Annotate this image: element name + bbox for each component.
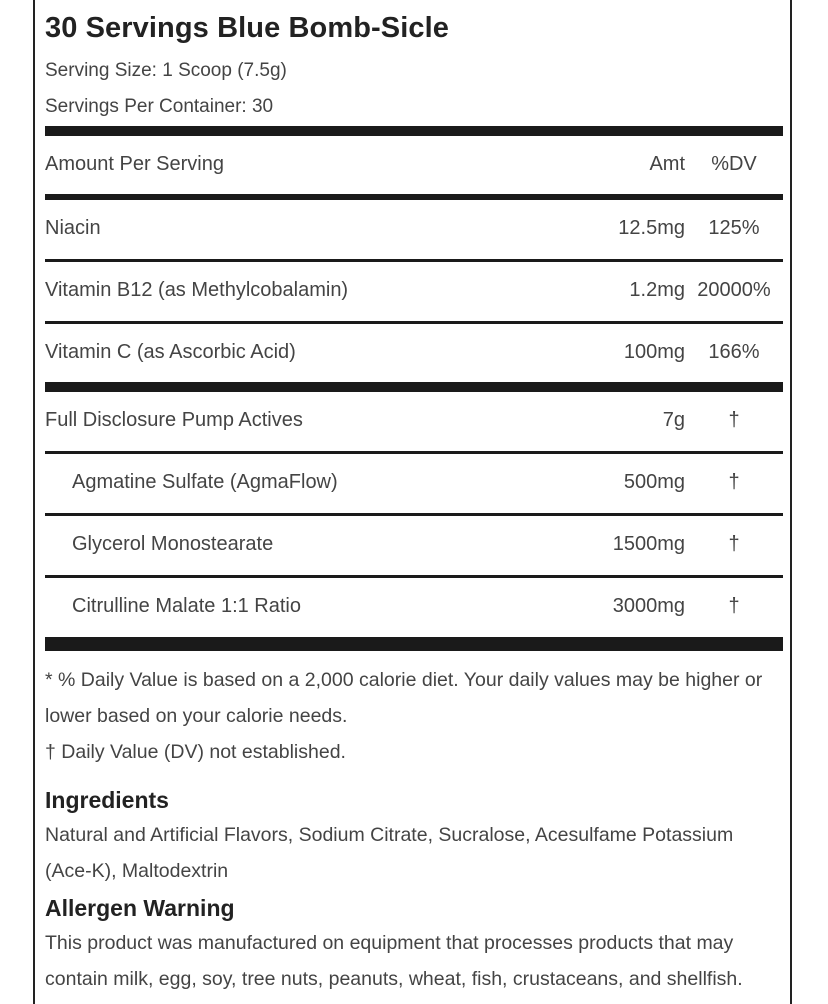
dv-column-header: %DV [711,153,757,175]
nutrient-name: Vitamin C (as Ascorbic Acid) [45,341,296,363]
nutrient-name: Niacin [45,217,101,239]
blend-name: Full Disclosure Pump Actives [45,409,303,431]
thick-divider [45,637,783,651]
blend-ingredient-name: Glycerol Monostearate [72,533,274,555]
dv-not-established-footnote: † Daily Value (DV) not established. [45,741,346,763]
nutrient-amount: 1.2mg [629,279,685,301]
blend-amount: 7g [662,409,685,431]
blend-dv: † [728,409,740,431]
nutrient-dv: 166% [708,341,760,363]
blend-ingredient-dv: † [728,471,740,493]
nutrient-amount: 100mg [623,341,685,363]
ingredients-heading: Ingredients [45,787,169,813]
product-title: 30 Servings Blue Bomb-Sicle [45,12,449,44]
thick-divider [45,126,783,136]
ingredients-text: Natural and Artificial Flavors, Sodium Citrate, Sucralose, Acesulfame Potassium (Ace-K), Maltodextrin [45,824,734,882]
amt-column-header: Amt [649,153,685,175]
allergen-warning-text: This product was manufactured on equipment that processes products that may contain milk, egg, soy, tree nuts, peanuts, wheat, fish, crustaceans, and shellfish. [45,932,743,990]
table-row [45,595,783,625]
thin-divider [45,321,783,324]
table-row [45,217,783,247]
table-row [45,341,783,371]
thin-divider [45,513,783,516]
blend-ingredient-dv: † [728,595,740,617]
blend-ingredient-name: Citrulline Malate 1:1 Ratio [72,595,301,617]
blend-ingredient-dv: † [728,533,740,555]
allergen-warning-heading: Allergen Warning [45,895,235,921]
thin-divider [45,451,783,454]
blend-row [45,409,783,439]
thin-divider [45,575,783,578]
serving-size: Serving Size: 1 Scoop (7.5g) [45,60,287,81]
nutrient-name: Vitamin B12 (as Methylcobalamin) [45,279,349,301]
thick-divider [45,382,783,392]
nutrient-dv: 20000% [697,279,771,301]
medium-divider [45,194,783,200]
nutrient-dv: 125% [708,217,760,239]
nutrient-amount: 12.5mg [618,217,685,239]
table-row [45,533,783,563]
table-row [45,471,783,501]
header-row [45,153,783,183]
table-row [45,279,783,309]
blend-ingredient-amount: 3000mg [612,595,685,617]
blend-ingredient-name: Agmatine Sulfate (AgmaFlow) [72,471,338,493]
amount-per-serving-label: Amount Per Serving [45,153,224,175]
blend-ingredient-amount: 500mg [623,471,685,493]
servings-per-container: Servings Per Container: 30 [45,96,274,117]
daily-value-footnote: * % Daily Value is based on a 2,000 calorie diet. Your daily values may be higher or lower based on your calorie needs. [45,669,763,727]
thin-divider [45,259,783,262]
blend-ingredient-amount: 1500mg [612,533,685,555]
